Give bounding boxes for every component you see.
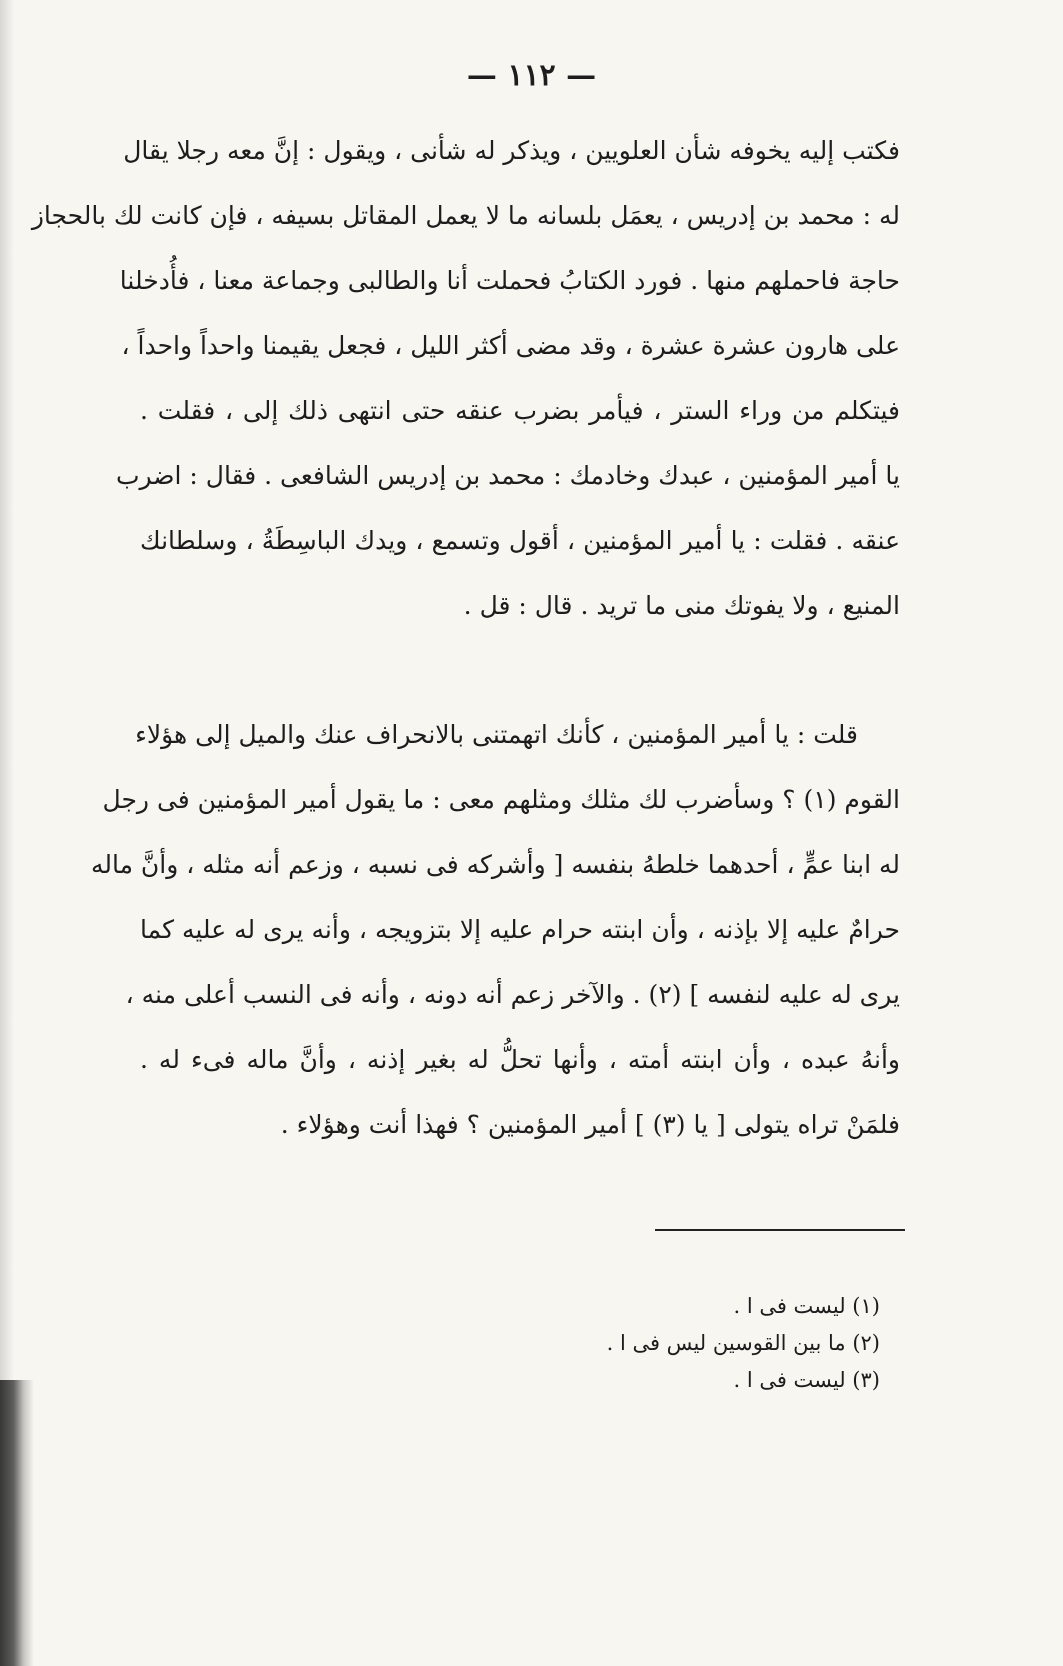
footnote-divider (655, 1229, 905, 1231)
text-line: عنقه . فقلت : يا أمير المؤمنين ، أقول وتسمع ، ويدك الباسِطَةُ ، وسلطانك (140, 526, 900, 555)
text-line: فلمَنْ تراه يتولى [ يا (٣) ] أمير المؤمنين ؟ فهذا أنت وهؤلاء . (280, 1110, 900, 1139)
text-line: له : محمد بن إدريس ، يعمَل بلسانه ما لا يعمل المقاتل بسيفه ، فإن كانت لك بالحجاز (31, 201, 900, 230)
footnote-item: (٢) ما بين القوسين ليس فى ا . (606, 1331, 880, 1355)
footnotes (480, 1288, 880, 1399)
footnote-item: (٣) ليست فى ا . (733, 1368, 880, 1392)
page-number: — ١١٢ — (466, 58, 597, 93)
text-line: يا أمير المؤمنين ، عبدك وخادمك : محمد بن إدريس الشافعى . فقال : اضرب (115, 461, 900, 490)
text-line: وأنهُ عبده ، وأن ابنته أمته ، وأنها تحلُّ له بغير إذنه ، وأنَّ ماله فىء له . (140, 1045, 900, 1074)
text-line: يرى له عليه لنفسه ] (٢) . والآخر زعم أنه دونه ، وأنه فى النسب أعلى منه ، (125, 980, 900, 1009)
text-line: فكتب إليه يخوفه شأن العلويين ، ويذكر له شأنى ، ويقول : إنَّ معه رجلا يقال (123, 136, 900, 165)
text-line: القوم (١) ؟ وسأضرب لك مثلك ومثلهم معى : ما يقول أمير المؤمنين فى رجل (102, 785, 900, 814)
paragraph-1 (31, 118, 900, 638)
text-line: فيتكلم من وراء الستر ، فيأمر بضرب عنقه حتى انتهى ذلك إلى ، فقلت . (140, 396, 900, 425)
text-line: المنيع ، ولا يفوتك منى ما تريد . قال : قل . (463, 591, 900, 620)
text-line: قلت : يا أمير المؤمنين ، كأنك اتهمتنى بالانحراف عنك والميل إلى هؤلاء (135, 720, 858, 749)
text-line: له ابنا عمٍّ ، أحدهما خلطهُ بنفسه [ وأشركه فى نسبه ، وزعم أنه مثله ، وأنَّ ماله (90, 850, 900, 879)
footnote-item: (١) ليست فى ا . (733, 1294, 880, 1318)
text-line: على هارون عشرة عشرة ، وقد مضى أكثر الليل ، فجعل يقيمنا واحداً واحداً ، (121, 331, 900, 360)
paragraph-2 (90, 702, 900, 1157)
text-line: حاجة فاحملهم منها . فورد الكتابُ فحملت أنا والطالبى وجماعة معنا ، فأُدخلنا (119, 266, 900, 295)
scan-edge-mark (0, 1380, 34, 1666)
text-line: حرامٌ عليه إلا بإذنه ، وأن ابنته حرام عليه إلا بتزويجه ، وأنه يرى له عليه كما (140, 915, 900, 944)
